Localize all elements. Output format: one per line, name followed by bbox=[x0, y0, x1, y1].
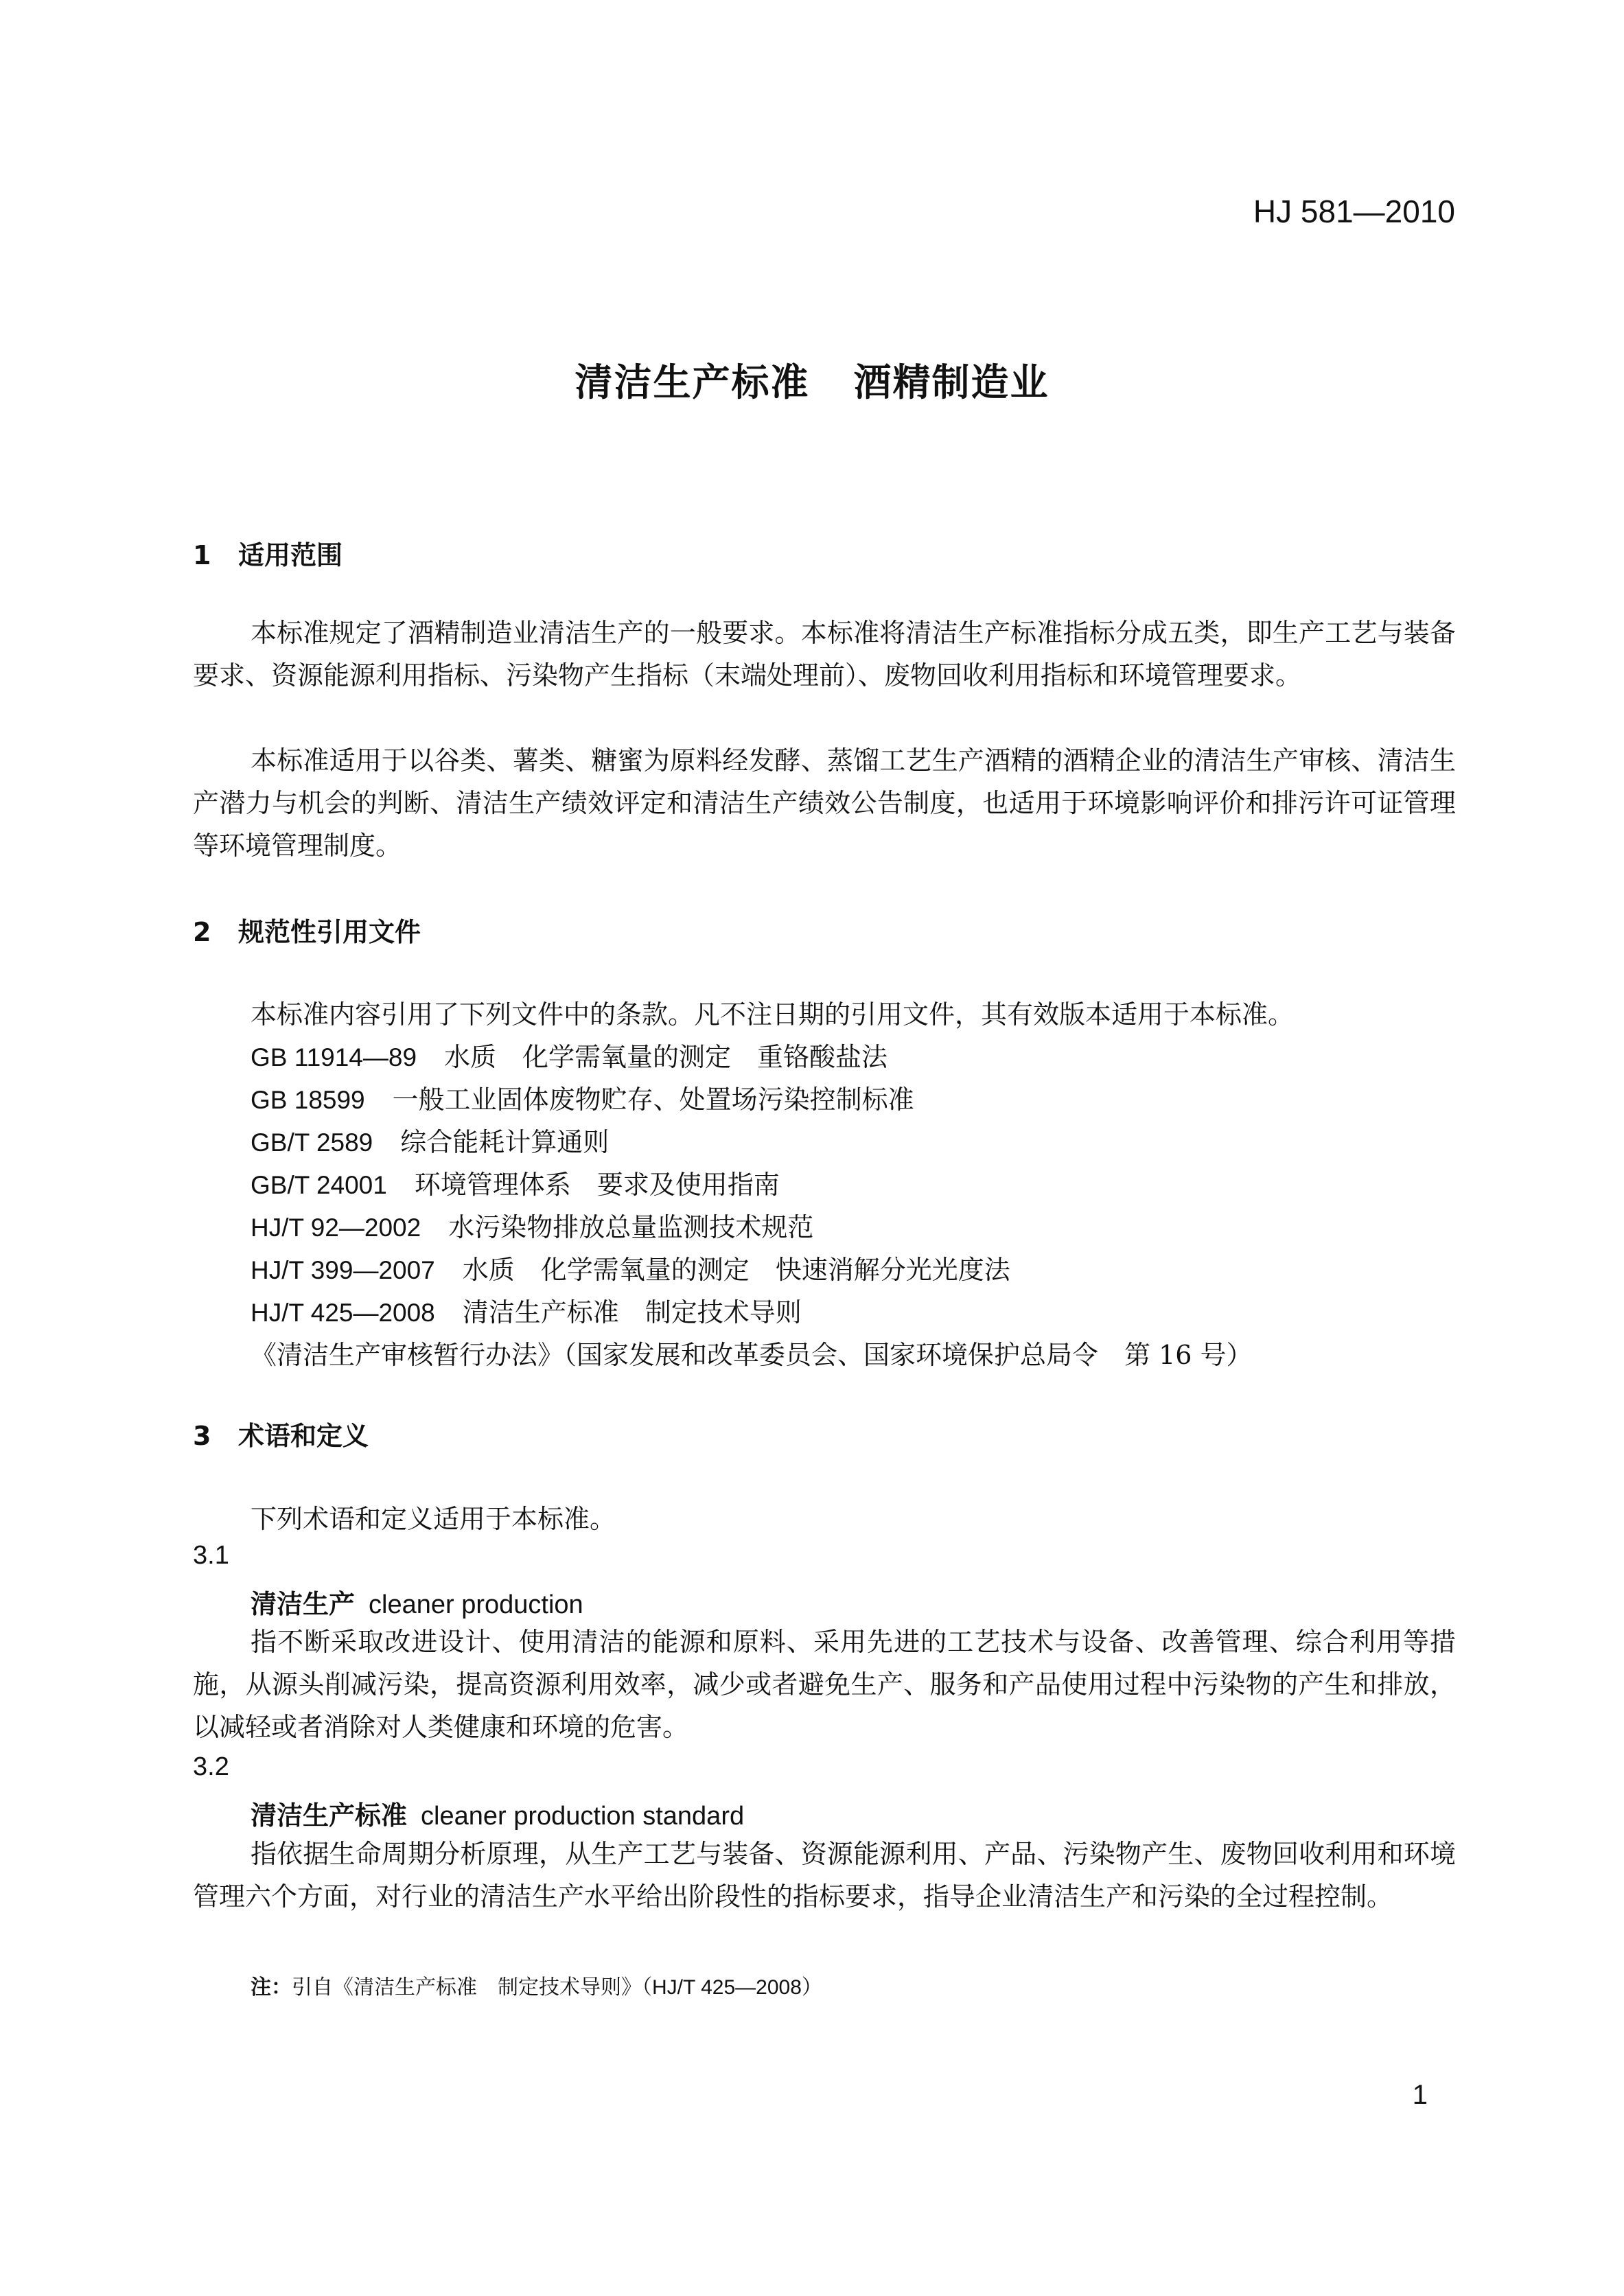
section-number: 3 bbox=[193, 1421, 211, 1451]
reference-code: HJ/T 425—2008 bbox=[251, 1299, 435, 1327]
section-title: 规范性引用文件 bbox=[238, 917, 421, 947]
reference-code: GB/T 24001 bbox=[251, 1171, 387, 1199]
title-part1: 清洁生产标准 bbox=[575, 360, 810, 404]
page-title bbox=[0, 352, 1624, 406]
note-label: 注： bbox=[251, 1975, 292, 1999]
reference-item bbox=[251, 1249, 1010, 1286]
terms-intro: 下列术语和定义适用于本标准。 bbox=[251, 1504, 616, 1534]
section-number: 2 bbox=[193, 917, 211, 947]
term-number: 3.1 bbox=[193, 1541, 229, 1570]
scope-paragraph-1: 本标准规定了酒精制造业清洁生产的一般要求。本标准将清洁生产标准指标分成五类，即生产工艺与装备要求、资源能源利用指标、污染物产生指标（末端处理前）、废物回收利用指标和环境管理要求。 bbox=[193, 618, 1456, 691]
reference-item bbox=[251, 1163, 780, 1201]
title-part2: 酒精制造业 bbox=[853, 360, 1049, 404]
reference-title: 一般工业固体废物贮存、处置场污染控制标准 bbox=[392, 1085, 914, 1115]
term-heading bbox=[251, 1794, 744, 1832]
reference-decree: 《清洁生产审核暂行办法》（国家发展和改革委员会、国家环境保护总局令 第 16 号） bbox=[251, 1340, 1253, 1370]
reference-item bbox=[251, 1291, 802, 1329]
references-intro: 本标准内容引用了下列文件中的条款。凡不注日期的引用文件，其有效版本适用于本标准。 bbox=[251, 999, 1295, 1030]
reference-item bbox=[251, 1206, 813, 1244]
term-zh: 清洁生产 bbox=[251, 1589, 356, 1619]
reference-code: GB/T 2589 bbox=[251, 1128, 373, 1157]
reference-code: GB 18599 bbox=[251, 1086, 365, 1114]
term-definition: 指依据生命周期分析原理，从生产工艺与装备、资源能源利用、产品、污染物产生、废物回收利用和环境管理六个方面，对行业的清洁生产水平给出阶段性的指标要求，指导企业清洁生产和污染的全过程控制。 bbox=[193, 1839, 1456, 1912]
standard-code: HJ 581—2010 bbox=[1253, 194, 1455, 229]
scope-paragraph-2: 本标准适用于以谷类、薯类、糖蜜为原料经发酵、蒸馏工艺生产酒精的酒精企业的清洁生产审核、清洁生产潜力与机会的判断、清洁生产绩效评定和清洁生产绩效公告制度，也适用于环境影响评价和排污许可证管理等环境管理制度。 bbox=[193, 745, 1456, 861]
reference-title: 水污染物排放总量监测技术规范 bbox=[448, 1212, 814, 1242]
reference-item bbox=[251, 1036, 888, 1074]
note-code: HJ/T 425—2008 bbox=[652, 1976, 802, 1999]
reference-title: 水质 化学需氧量的测定 重铬酸盐法 bbox=[444, 1042, 888, 1072]
note-text: 引自《清洁生产标准 制定技术导则》（ bbox=[292, 1975, 652, 1999]
reference-code: HJ/T 92—2002 bbox=[251, 1214, 421, 1242]
reference-code: GB 11914—89 bbox=[251, 1043, 417, 1071]
section-title: 适用范围 bbox=[238, 540, 343, 570]
reference-item bbox=[251, 1121, 609, 1159]
section-title: 术语和定义 bbox=[238, 1421, 369, 1451]
term-definition: 指不断采取改进设计、使用清洁的能源和原料、采用先进的工艺技术与设备、改善管理、综合利用等措施，从源头削减污染，提高资源利用效率，减少或者避免生产、服务和产品使用过程中污染物的产生和排放，以减轻或者消除对人类健康和环境的危害。 bbox=[193, 1627, 1456, 1742]
reference-title: 综合能耗计算通则 bbox=[400, 1127, 610, 1157]
reference-title: 环境管理体系 要求及使用指南 bbox=[414, 1170, 780, 1200]
reference-item bbox=[251, 1078, 914, 1116]
term-number: 3.2 bbox=[193, 1752, 229, 1781]
reference-title: 水质 化学需氧量的测定 快速消解分光光度法 bbox=[462, 1255, 1010, 1285]
term-en: cleaner production bbox=[369, 1590, 583, 1619]
section-heading-3 bbox=[193, 1415, 369, 1452]
term-zh: 清洁生产标准 bbox=[251, 1800, 408, 1831]
note bbox=[251, 1970, 822, 2000]
reference-code: HJ/T 399—2007 bbox=[251, 1256, 435, 1284]
page-number: 1 bbox=[1412, 2080, 1428, 2110]
section-number: 1 bbox=[193, 540, 211, 570]
section-heading-1 bbox=[193, 534, 343, 572]
section-heading-2 bbox=[193, 911, 421, 949]
reference-title: 清洁生产标准 制定技术导则 bbox=[462, 1297, 802, 1327]
term-heading bbox=[251, 1583, 583, 1621]
term-en: cleaner production standard bbox=[421, 1802, 745, 1831]
note-end: ） bbox=[801, 1975, 822, 1999]
